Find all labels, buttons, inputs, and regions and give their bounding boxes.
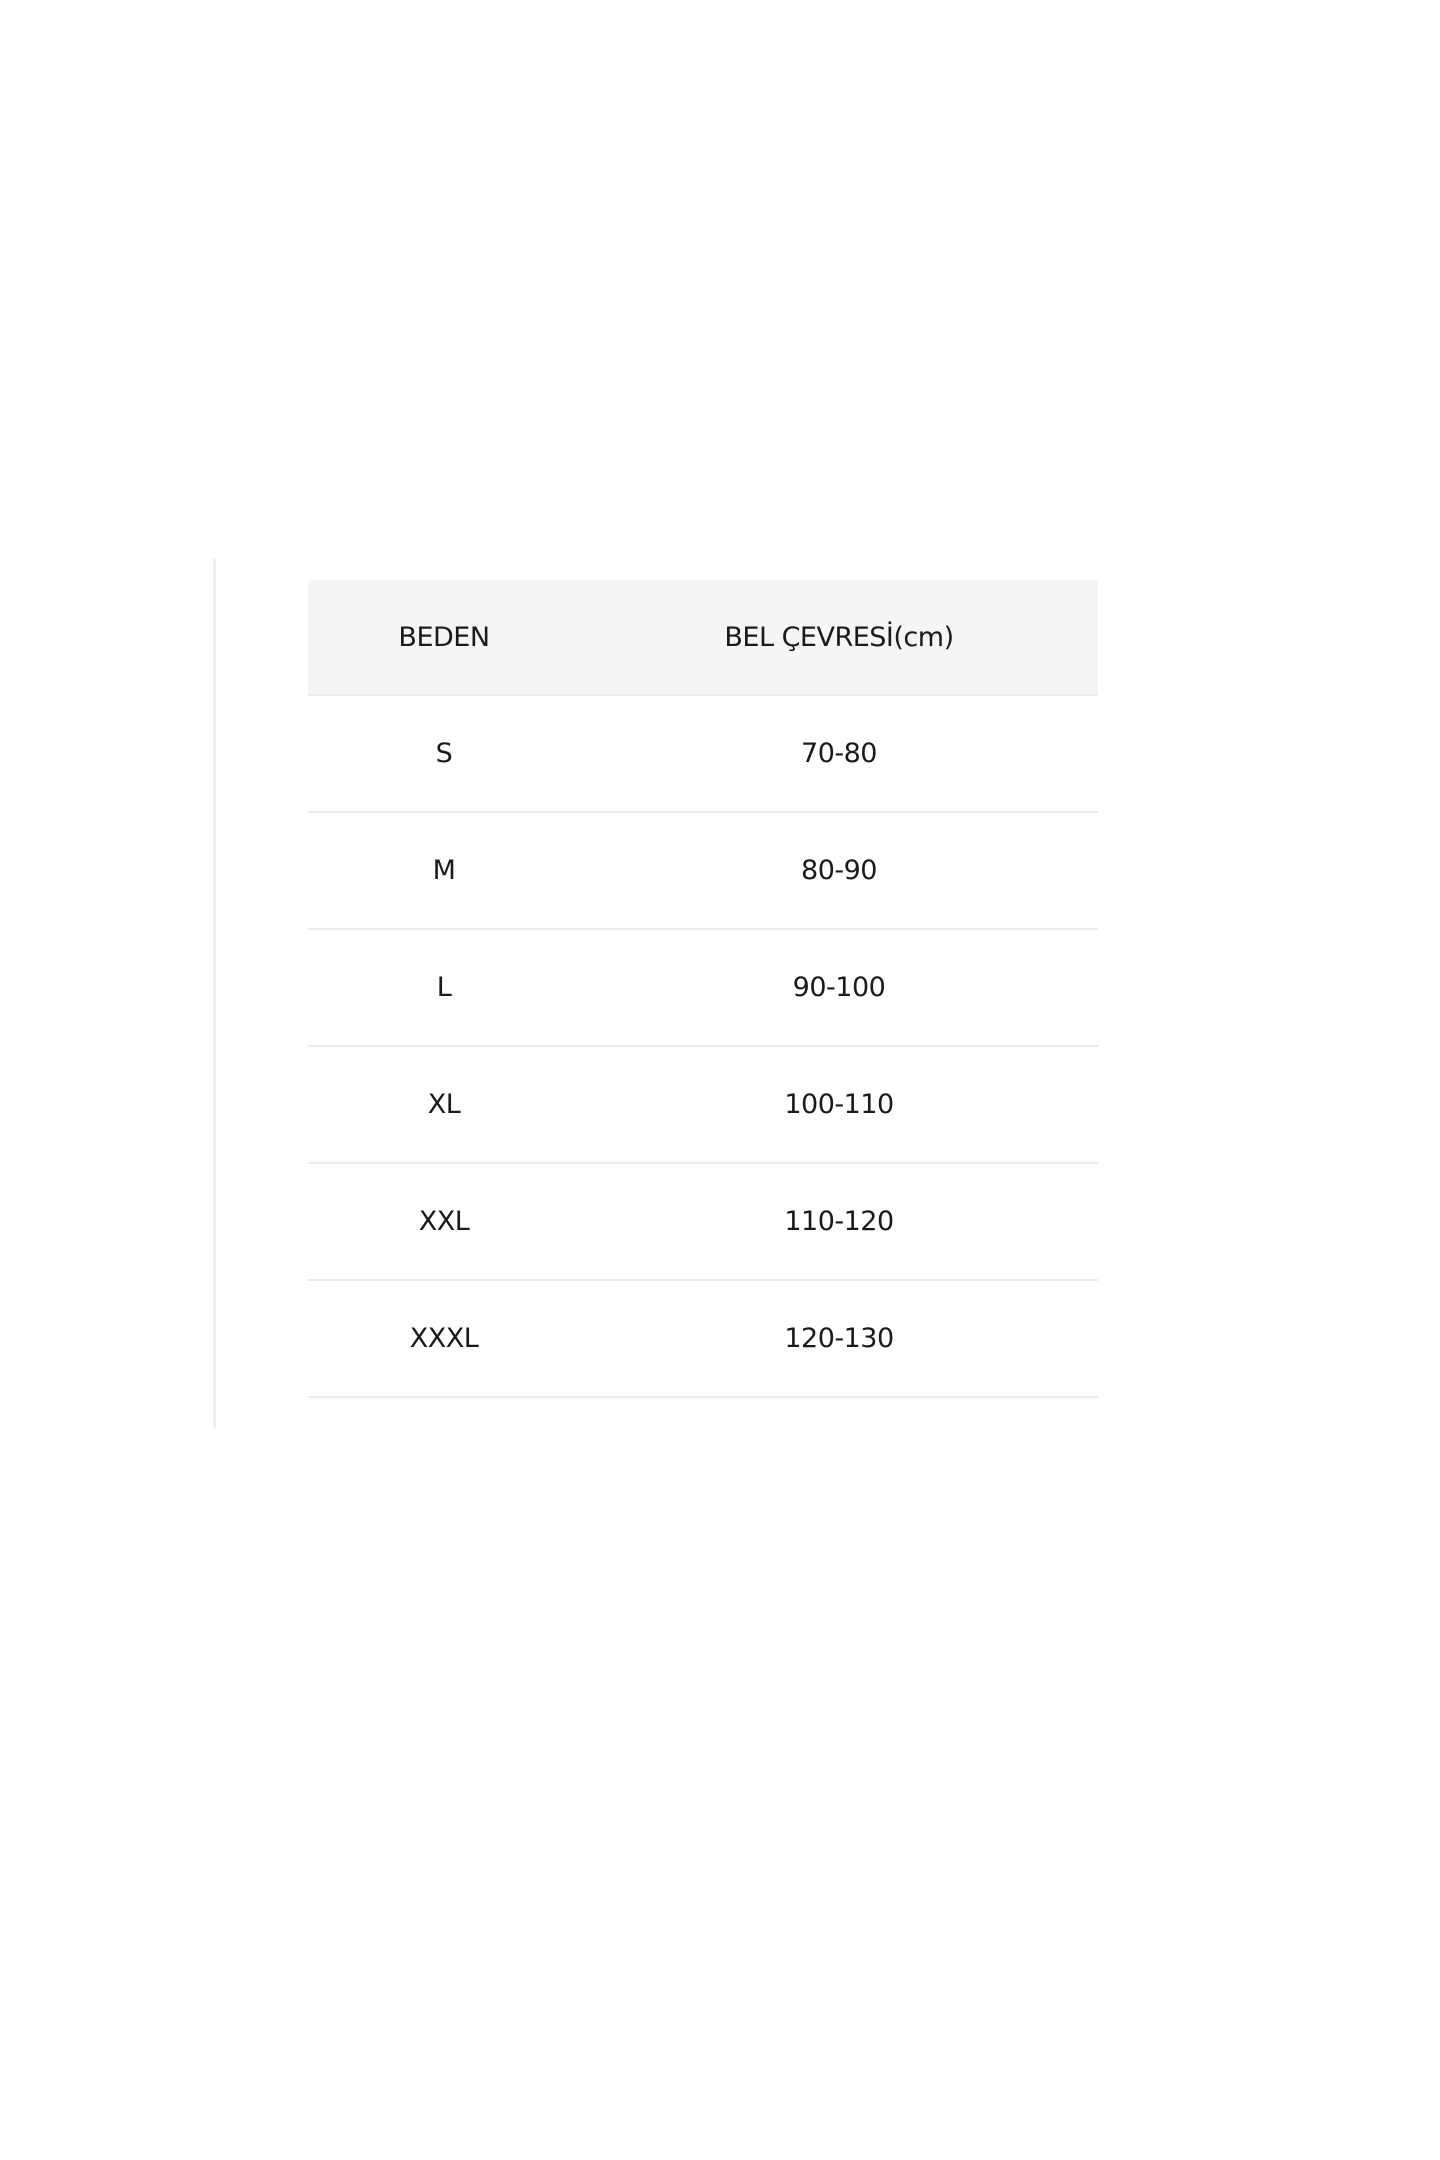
waist-cell: 70-80 [580, 695, 1098, 812]
table-row [308, 812, 1098, 929]
size-chart-table [308, 580, 1098, 1398]
column-header-waist: BEL ÇEVRESİ(cm) [580, 580, 1098, 695]
size-cell: XXXL [308, 1280, 580, 1397]
waist-cell: 120-130 [580, 1280, 1098, 1397]
size-chart-header [308, 580, 1098, 695]
table-row [308, 1046, 1098, 1163]
size-cell: S [308, 695, 580, 812]
waist-cell: 110-120 [580, 1163, 1098, 1280]
table-row [308, 1280, 1098, 1397]
header-row [308, 580, 1098, 695]
waist-cell: 100-110 [580, 1046, 1098, 1163]
table-row [308, 1163, 1098, 1280]
size-cell: XXL [308, 1163, 580, 1280]
table-row [308, 695, 1098, 812]
size-cell: XL [308, 1046, 580, 1163]
table-row [308, 929, 1098, 1046]
waist-cell: 90-100 [580, 929, 1098, 1046]
waist-cell: 80-90 [580, 812, 1098, 929]
size-cell: M [308, 812, 580, 929]
vertical-divider [213, 558, 216, 1428]
column-header-size: BEDEN [308, 580, 580, 695]
size-cell: L [308, 929, 580, 1046]
size-chart-body [308, 695, 1098, 1397]
